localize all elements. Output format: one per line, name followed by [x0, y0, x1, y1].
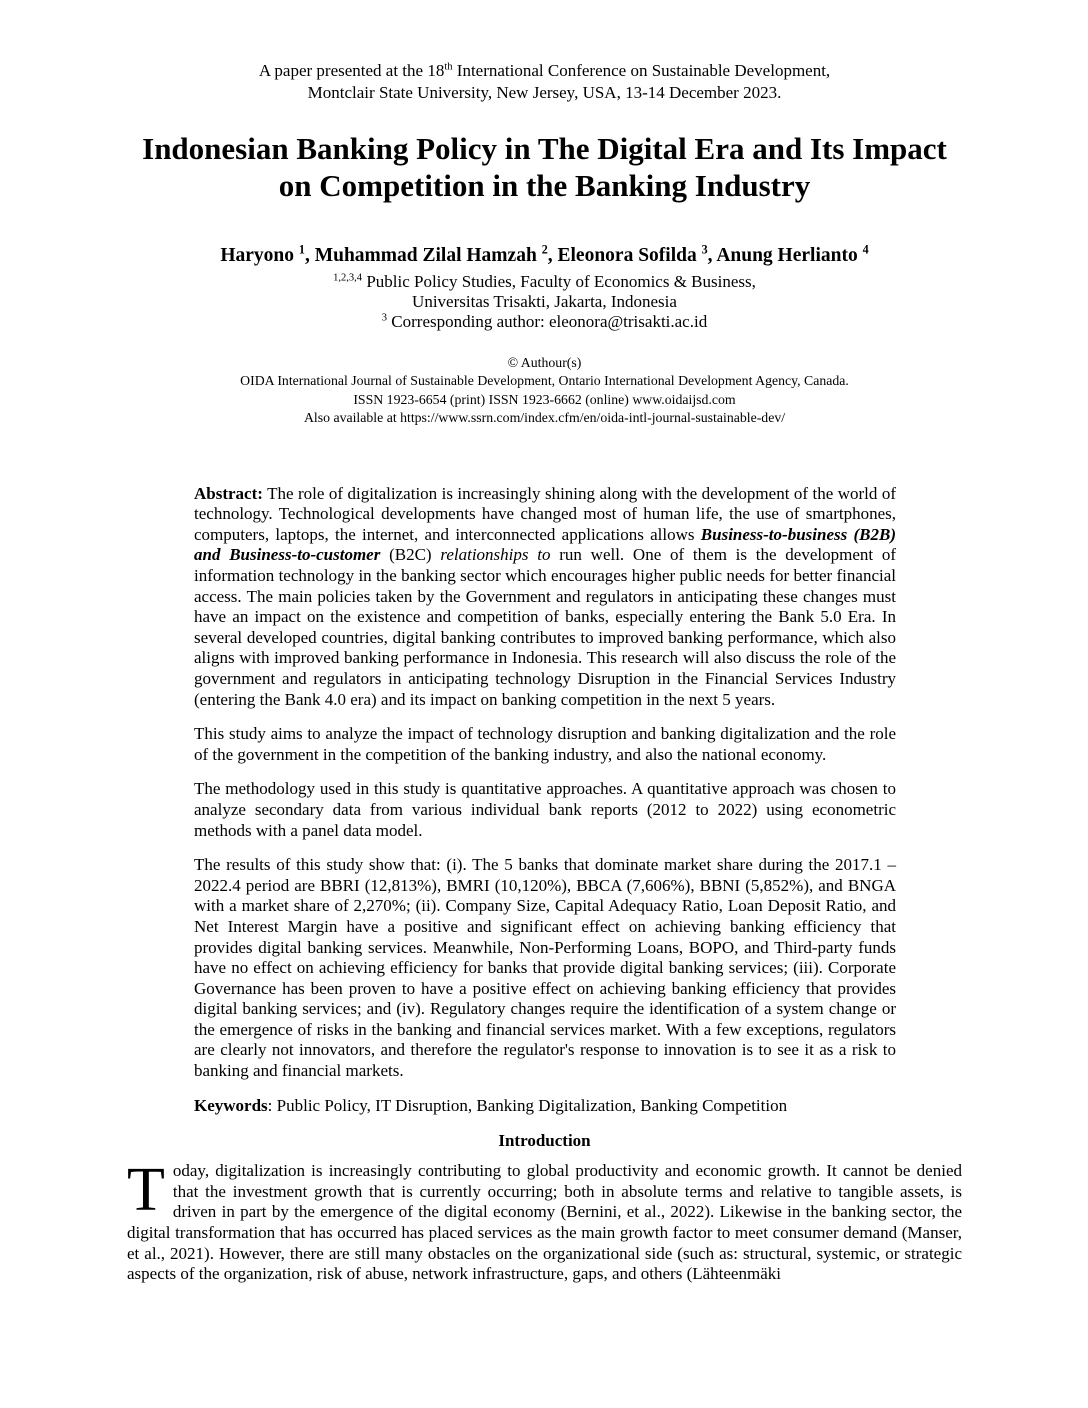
affiliation-line-2: Universitas Trisakti, Jakarta, Indonesia [412, 292, 677, 311]
issn-line: ISSN 1923-6654 (print) ISSN 1923-6662 (online) www.oidaijsd.com [353, 391, 736, 407]
affiliation-line-1: $^{1,2,3,4}$ Public Policy Studies, Faculty of Economics & Business, [333, 272, 756, 291]
introduction-heading: Introduction [498, 1131, 591, 1151]
keywords-line: Keywords: Public Policy, IT Disruption, Banking Digitalization, Banking Competition [194, 1095, 788, 1115]
conference-note-line-1: A paper presented at the 18th International Conference on Sustainable Development, [258, 61, 831, 80]
paper-title-line-2: on Competition in the Banking Industry [278, 168, 811, 203]
publication-block [127, 354, 962, 428]
journal-line: OIDA International Journal of Sustainable Development, Ontario International Development Agency, Canada. [240, 373, 849, 389]
authors-line: Haryono $^1$, Muhammad Zilal Hamzah $^2$, Eleonora Sofilda $^3$, Anung Herlianto $^4$ [220, 242, 869, 266]
abstract-paragraph-2: This study aims to analyze the impact of technology disruption and banking digitalization and the role of the government in the competition of the banking industry, and also the national economy. [194, 724, 896, 764]
conference-note [127, 60, 962, 104]
copyright-line: © Authour(s) [507, 355, 582, 370]
corresponding-author-line: $^3$ Corresponding author: eleonora@trisakti.ac.id [381, 312, 708, 331]
abstract-paragraph-3: The methodology used in this study is quantitative approaches. A quantitative approach was chosen to analyze secondary data from various individual bank reports (2012 to 2022) using econometric methods with a panel data model. [194, 779, 896, 840]
abstract-section [194, 484, 896, 1117]
drop-cap-letter: T [127, 1156, 165, 1225]
availability-line: Also available at https://www.ssrn.com/index.cfm/en/oida-intl-journal-sustainable-dev/ [303, 410, 786, 426]
affiliation-block [127, 272, 962, 332]
conference-note-line-2: Montclair State University, New Jersey, USA, 13-14 December 2023. [307, 83, 782, 102]
abstract-paragraph-1: Abstract: The role of digitalization is increasingly shining along with the development of the world of technology. Technological developments have changed most of human life, the use of smartphones, computers, laptops, the internet, and interconnected applications allows Business-to-business (B2B) and Business-to-customer (B2C) relationships to run well. One of them is the development of information technology in the banking sector which encourages higher public needs for better financial access. The main policies taken by the Government and regulators in anticipating these changes must have an impact on the existence and competition of banks, especially entering the Bank 5.0 Era. In several developed countries, digital banking contributes to improved banking performance, which also aligns with improved banking performance in Indonesia. This research will also discuss the role of the government and regulators in anticipating technology Disruption in the Financial Services Industry (entering the Bank 4.0 era) and its impact on banking competition in the next 5 years. [194, 483, 897, 709]
paper-title-line-1: Indonesian Banking Policy in The Digital Era and Its Impact [142, 131, 947, 166]
abstract-paragraph-4: The results of this study show that: (i). The 5 banks that dominate market share during the 2017.1 – 2022.4 period are BBRI (12,813%), BMRI (10,120%), BBCA (7,606%), BBNI (5,852%), and BNGA with a market share of 2,270%; (ii). Company Size, Capital Adequacy Ratio, Loan Deposit Ratio, and Net Interest Margin have a positive and significant effect on achieving banking efficiency that provides digital banking services. Meanwhile, Non-Performing Loans, BOPO, and Third-party funds have no effect on achieving efficiency for banks that provide digital banking services; (iii). Corporate Governance has been proven to have a positive effect on achieving banking efficiency that provides digital banking services; and (iv). Regulatory changes require the identification of a system change or the emergence of risks in the banking and financial services market. With a few exceptions, regulators are clearly not innovators, and therefore the regulator's response to innovation is to see it as a risk to banking and financial markets. [194, 855, 896, 1081]
paper-title [127, 130, 962, 204]
introduction-paragraph: Today, digitalization is increasingly contributing to global productivity and economic growth. It cannot be denied that the investment growth that is currently occurring; both in absolute terms and relative to tangible assets, is driven in part by the emergence of the digital economy (Bernini, et al., 2022). Likewise in the banking sector, the digital transformation that has occurred has placed services as the main growth factor to meet consumer demand (Manser, et al., 2021). However, there are still many obstacles on the organizational side (such as: structural, systemic, or strategic aspects of the organization, risk of abuse, network infrastructure, gaps, and others (Lähteenmäki [127, 1156, 962, 1284]
